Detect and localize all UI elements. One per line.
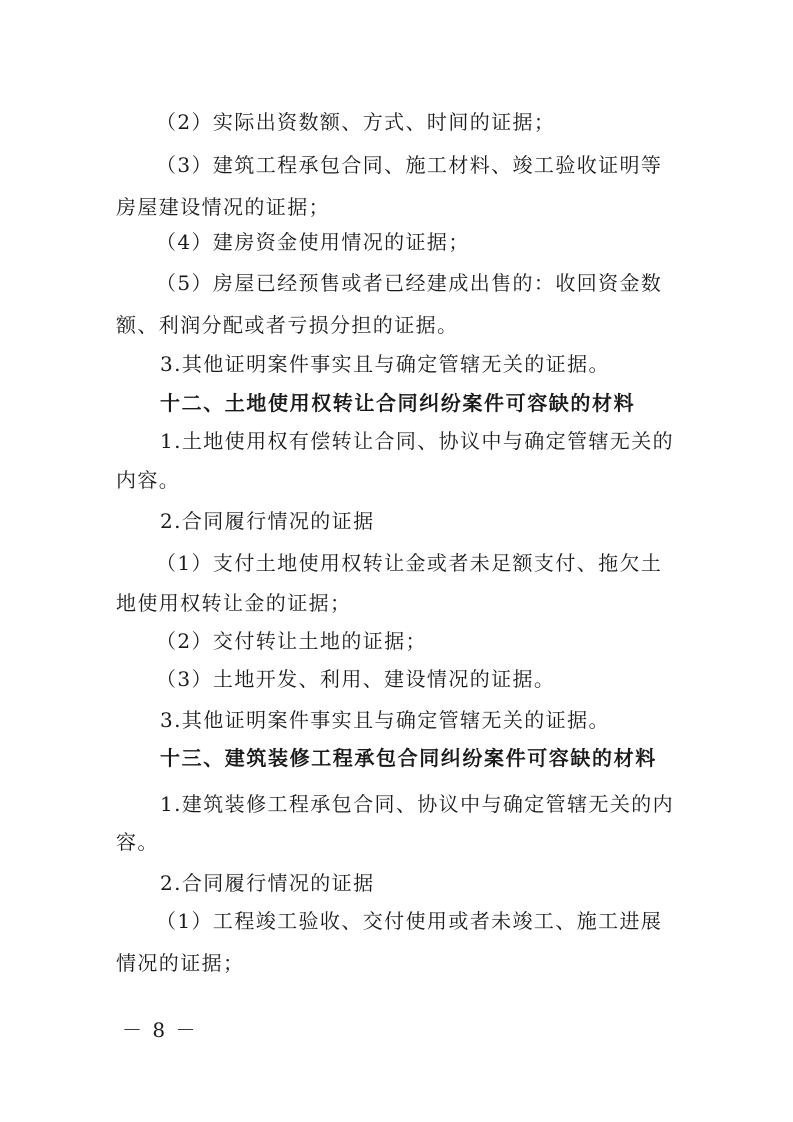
text-line: 容。 [116,830,159,854]
text-line: 3.其他证明案件事实且与确定管辖无关的证据。 [160,352,610,376]
text-line: （3）土地开发、利用、建设情况的证据。 [156,667,556,691]
text-line: 房屋建设情况的证据； [116,195,330,219]
text-line: （4）建房资金使用情况的证据； [156,230,470,254]
section-heading: 十三、建筑装修工程承包合同纠纷案件可容缺的材料 [160,746,657,770]
text-line: 1.土地使用权有偿转让合同、协议中与确定管辖无关的 [160,429,675,453]
text-line: 地使用权转让金的证据； [116,591,352,615]
text-line: （2）交付转让土地的证据； [156,629,427,653]
text-line: 2.合同履行情况的证据 [160,509,375,533]
text-line: （3）建筑工程承包合同、施工材料、竣工验收证明等 [156,153,663,177]
page-number: － 8 － [122,1018,198,1042]
text-line: （1）支付土地使用权转让金或者未足额支付、拖欠土 [156,551,663,575]
text-line: （2）实际出资数额、方式、时间的证据； [156,110,556,134]
text-line: （5）房屋已经预售或者已经建成出售的：收回资金数 [156,271,663,295]
section-heading: 十二、土地使用权转让合同纠纷案件可容缺的材料 [160,391,636,415]
text-line: 内容。 [116,468,181,492]
text-line: 3.其他证明案件事实且与确定管辖无关的证据。 [160,708,610,732]
text-line: 情况的证据； [116,951,245,975]
text-line: 1.建筑装修工程承包合同、协议中与确定管辖无关的内 [160,792,675,816]
text-line: 2.合同履行情况的证据 [160,871,375,895]
text-line: 额、利润分配或者亏损分担的证据。 [116,313,459,337]
text-line: （1）工程竣工验收、交付使用或者未竣工、施工进展 [156,909,663,933]
